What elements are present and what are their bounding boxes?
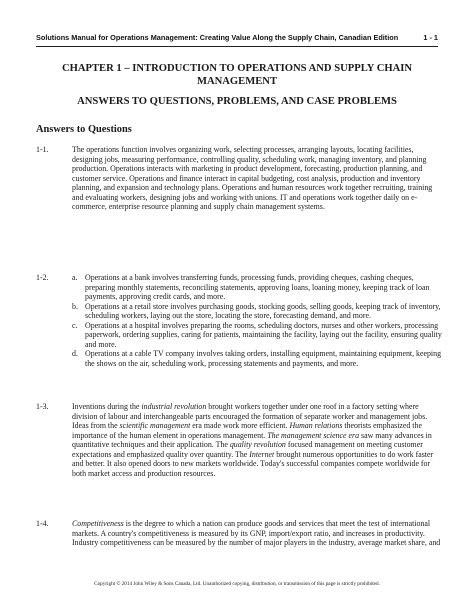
page-number: 1 - 1 xyxy=(423,33,438,42)
list-item-b xyxy=(72,302,442,321)
text-run: Inventions during the xyxy=(72,402,142,411)
term-industrial-revolution: industrial revolution xyxy=(141,402,207,411)
item-text: Operations at a cable TV company involves taking orders, installing equipment, maintaining equipment, keeping the shows on the air, scheduling work, processing statements and payments, and more. xyxy=(85,349,442,368)
list-item-c xyxy=(72,321,442,350)
question-number: 1-2. xyxy=(36,273,49,282)
item-text: Operations at a bank involves transferring funds, processing funds, providing cheques, cashing cheques, preparing monthly statements, reconciling statements, approving loans, loaning money, keeping track of loan payments, approving credit cards, and more. xyxy=(85,273,430,302)
text-run: era made work more efficient. xyxy=(190,421,290,431)
list-item-a xyxy=(72,273,442,302)
question-number: 1-3. xyxy=(36,402,49,411)
running-header xyxy=(36,33,438,42)
list-item-d xyxy=(72,349,442,368)
item-letter: b. xyxy=(72,301,78,311)
section-title: ANSWERS TO QUESTIONS, PROBLEMS, AND CASE PROBLEMS xyxy=(77,96,397,107)
header-rule xyxy=(36,46,438,47)
text-run: focused management on meeting customer expectations and emphasized quality over quantity. The xyxy=(72,440,423,459)
question-1-1 xyxy=(36,145,442,212)
question-1-4 xyxy=(36,519,442,548)
term-quality-revolution: quality revolution xyxy=(229,440,286,450)
term-scientific-management: scientific management xyxy=(119,421,191,431)
term-competitiveness: Competitiveness xyxy=(72,519,124,528)
running-title: Solutions Manual for Operations Management: Creating Value Along the Supply Chain, Canadian Edition xyxy=(36,33,399,42)
copyright-footer: Copyright © 2014 John Wiley & Sons Canada, Ltd. Unauthorized copying, distribution, or transmission of this page is strictly prohibited. xyxy=(94,581,380,587)
question-1-3 xyxy=(36,402,442,478)
question-number: 1-4. xyxy=(36,519,49,528)
chapter-title-line-2: MANAGEMENT xyxy=(196,76,278,87)
text-run: brought workers together under one roof in a factory setting where division of labour and interchangeable parts encouraged the formation of separate worker and management jobs. Ideas from the xyxy=(72,402,428,431)
item-letter: d. xyxy=(72,349,78,359)
text-run: theorists emphasized the importance of the human element in operations management. xyxy=(72,421,422,440)
answers-heading: Answers to Questions xyxy=(36,124,132,135)
term-human-relations: Human relations xyxy=(289,421,343,431)
item-letter: c. xyxy=(72,320,78,330)
question-1-2 xyxy=(36,273,442,368)
answer-list xyxy=(72,273,442,368)
text-run: is the degree to which a nation can produce goods and services that meet the test of international markets. A country's competitiveness is measured by its GNP, import/export ratio, and increases in productivity. Industry competitiveness can be measured by the number of major players in the industry, average market share, and xyxy=(72,519,441,548)
item-text: Operations at a retail store involves purchasing goods, stocking goods, selling goods, keeping track of inventory, scheduling workers, laying out the store, locating the store, forecasting demand, and more. xyxy=(85,301,441,321)
answer-text: The operations function involves organizing work, selecting processes, arranging layouts, locating facilities, designing jobs, measuring performance, controlling quality, scheduling work, managing inventory, and planning production. Operations interacts with marketing in product development, forecasting, production planning, and customer service. Operations and finance interact in capital budgeting, cost analysis, production and inventory planning, and expansion and technology plans. Operations and human resources work together recruiting, training and evaluating workers, designing jobs and working with unions. IT and operations work together daily on e-commerce, enterprise resource planning and supply chain management systems. xyxy=(72,145,433,212)
term-management-science-era: The management science era xyxy=(267,430,360,440)
answer-text xyxy=(72,519,442,548)
item-text: Operations at a hospital involves preparing the rooms, scheduling doctors, nurses and other workers, processing paperwork, ordering supplies, caring for patients, maintaining the facility, laying out the facility, ensuring quality and more. xyxy=(85,320,442,349)
question-number: 1-1. xyxy=(36,145,49,154)
answer-text xyxy=(72,402,442,478)
item-letter: a. xyxy=(72,273,78,282)
text-run: brought numerous opportunities to do work faster and better. It also opened doors to new markets worldwide. Today's successful companies compete worldwide for both market access and production resources. xyxy=(72,449,434,478)
text-run: saw many advances in quantitative techniques and their application. The xyxy=(72,430,432,450)
term-internet: Internet xyxy=(249,449,275,459)
chapter-title-line-1: CHAPTER 1 – INTRODUCTION TO OPERATIONS AND SUPPLY CHAIN xyxy=(61,63,413,74)
chapter-title xyxy=(40,62,434,88)
